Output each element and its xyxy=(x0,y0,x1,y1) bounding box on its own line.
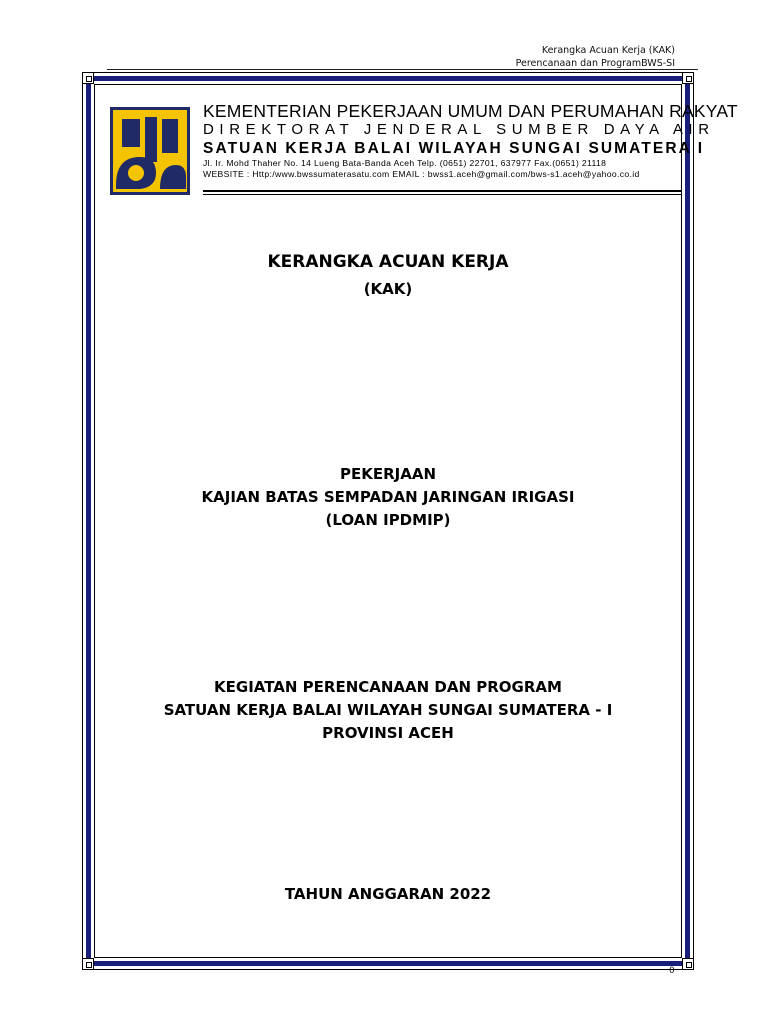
activity-block xyxy=(94,676,682,745)
unit-name: SATUAN KERJA BALAI WILAYAH SUNGAI SUMATERA I xyxy=(203,140,705,157)
letterhead xyxy=(203,101,738,180)
page-number: 0 xyxy=(669,966,675,976)
activity-unit: SATUAN KERJA BALAI WILAYAH SUNGAI SUMATERA - I xyxy=(163,701,613,719)
directorate-name: DIREKTORAT JENDERAL SUMBER DAYA AIR xyxy=(203,121,715,138)
address-line: Jl. Ir. Mohd Thaher No. 14 Lueng Bata-Banda Aceh Telp. (0651) 22701, 637977 Fax.(0651) 21118 xyxy=(203,158,607,168)
corner-ornament xyxy=(82,958,94,970)
corner-ornament xyxy=(682,72,694,84)
running-header-subtitle: Perencanaan dan ProgramBWS-SI xyxy=(515,58,675,69)
work-title: KAJIAN BATAS SEMPADAN JARINGAN IRIGASI xyxy=(201,488,575,506)
header-rule xyxy=(107,69,698,70)
running-header xyxy=(516,44,675,70)
document-subtitle: (KAK) xyxy=(363,280,413,298)
document-title: KERANGKA ACUAN KERJA xyxy=(267,252,509,272)
work-label: PEKERJAAN xyxy=(339,465,436,483)
activity-province: PROVINSI ACEH xyxy=(322,724,454,742)
work-block xyxy=(94,463,682,532)
ministry-logo xyxy=(110,107,190,195)
contact-line: WEBSITE : Http:/www.bwssumaterasatu.com EMAIL : bwss1.aceh@gmail.com/bws-s1.aceh@yahoo.co.id xyxy=(203,169,640,179)
work-loan: (LOAN IPDMIP) xyxy=(325,511,451,529)
letterhead-rule xyxy=(203,190,681,192)
ministry-name: KEMENTERIAN PEKERJAAN UMUM DAN PERUMAHAN RAKYAT xyxy=(203,101,738,121)
corner-ornament xyxy=(82,72,94,84)
letterhead-rule xyxy=(203,194,681,195)
activity-name: KEGIATAN PERENCANAAN DAN PROGRAM xyxy=(214,678,562,696)
fiscal-year: TAHUN ANGGARAN 2022 xyxy=(284,885,492,903)
running-header-title: Kerangka Acuan Kerja (KAK) xyxy=(541,45,675,56)
corner-ornament xyxy=(682,958,694,970)
